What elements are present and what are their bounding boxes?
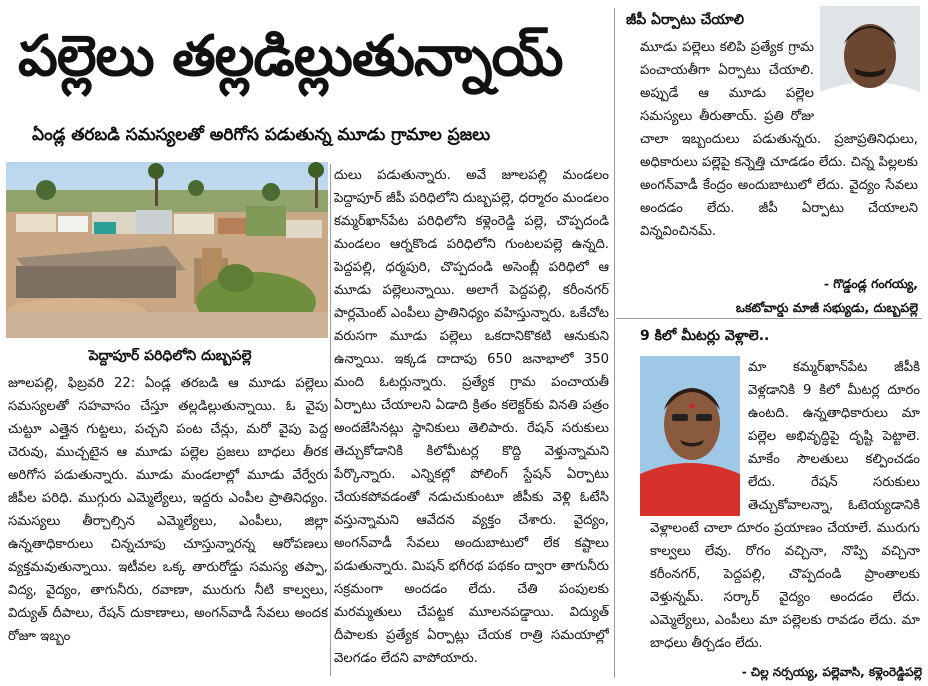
- sidebar-2-text: మా కమ్మర్‌ఖాన్‌పేట జీపీకి వెళ్లడానికి 9 కిలో మీటర్ల దూరం ఉంటది. ఉన్నతాధికారులు మా పల్లెల అభివృద్ధిపై దృష్టి పెట్టాలె. మాకేం సౌలతులు కల్పించడం లేదు. రేషన్ సరుకులు తెచ్చుకోవాలన్నా, ఓటెయ్యడానికి వెళ్లాలంటే చాలా దూరం ప్రయాణం చేయాలే. మురుగు కాల్వలు లేవు. రోగం వచ్చినా, నొప్పి వచ్చినా కరీంనగర్, పెద్దపల్లి, చొప్పదండి ప్రాంతాలకు వెళ్తున్నమ్. సర్కార్ వైద్యం అందడం లేదు. ఎమ్మెల్యేలు, ఎంపీలు మా పల్లెలకు రావడం లేదు. మా బాధలు తీర్చడం లేదు.: [650, 360, 920, 651]
- photo-caption: పెద్దాపూర్ పరిధిలోని దుబ్బపల్లె: [88, 348, 252, 364]
- article-text: జూలపల్లి, ఫిబ్రవరి 22: ఏండ్ల తరబడి ఆ మూడు పల్లెలు సమస్యలతో సహవాసం చేస్తూ తల్లడిల్లుతున్నాయి. ఓ వైపు చుట్టూ ఎత్తైన గుట్టలు, పచ్చని పంట చేన్లు, మరో వైపు పెద్ద చెరువు, ముచ్చటైన ఆ మూడు పల్లెల ప్రజలు బాధలు తీరక అరిగోస పడుతున్నారు. మూడు మండలాల్లో మూడు వేర్వేరు జీపీల పరిధి. ముగ్గురు ఎమ్మెల్యేలు, ఇద్దరు ఎంపీల ప్రాతినిధ్యం. సమస్యలు తీర్చాల్సిన ఎమ్మెల్యేలు, ఎంపీలు, జిల్లా ఉన్నతాధికారులు చిన్నచూపు చూస్తున్నారన్న ఆరోపణలు వ్యక్తమవుతున్నాయి. ఇటీవల ఒక్క తారురోడ్డు సమస్య తప్పా, విద్య, వైద్యం, తాగునీరు, రవాణా, మురుగు నీటి కాల్వలు, విద్యుత్ దీపాలు, రేషన్ దుకాణాలు, అంగన్‌వాడీ సేవలు అందక రోజూ ఇబ్బం: [8, 376, 328, 644]
- sidebar-1-signature-role: ఒకటోవార్డు మాజీ సభ్యుడు, దుబ్బపల్లె: [735, 300, 918, 315]
- image-wrap-space: [814, 36, 918, 122]
- column-divider: [330, 164, 331, 676]
- headline: పల్లెలు తల్లడిల్లుతున్నాయ్: [18, 24, 563, 89]
- article-text: దులు పడుతున్నారు. అవే జూలపల్లి మండలం పెద్దాపూర్ జీపీ పరిధిలోని దుబ్బపల్లె, ధర్మారం మండలం కమ్మర్‌ఖాన్‌పేట పరిధిలోని కళ్లెంరెడ్డి పల్లె, చొప్పదండి మండలం ఆర్నకొండ పరిధిలోని గుంటలపల్లె ఉన్నది. పెద్దపల్లి, ధర్మపురి, చొప్పదండి అసెంబ్లీ పరిధిలో ఆ మూడు పల్లెలున్నాయి. అలాగే పెద్దపల్లి, కరీంనగర్ పార్లమెంట్ ఎంపీలు ప్రాతినిధ్యం వహిస్తున్నారు. ఒకేచోట వరుసగా మూడు పల్లెలు ఒకదానికొకటి ఆనుకుని ఉన్నాయి. ఇక్కడ దాదాపు 650 జనాభాలో 350 మంది ఓటర్లున్నారు. ప్రత్యేక గ్రామ పంచాయతీ ఏర్పాటు చేయాలని ఏడాది క్రితం కలెక్టర్‌కు వినతి పత్రం అందజేసినట్లు స్థానికులు తెలిపారు. రేషన్ సరుకులు తెచ్చుకోడానికి కిలోమీటర్ల కొద్ది వెళ్తున్నామని పేర్కొన్నారు. ఎన్నికల్లో పోలింగ్ స్టేషన్ ఏర్పాటు చేయకపోవడంతో నడుచుకుంటూ జీపీకు వెళ్లి ఓటేసి వస్తున్నామని ఆవేదన వ్యక్తం చేశారు. వైద్యం, అంగన్‌వాడీ సేవలు అందుబాటులో లేక కష్టాలు పడుతున్నారు. మిషన్ భగీరథ పథకం ద్వారా తాగునీరు సక్రమంగా అందడం లేదు. చేతి పంపులకు మరమ్మతులు చేపట్టక మూలనపడ్డాయి. విద్యుత్ దీపాలకు ప్రత్యేక ఏర్పాట్లు చేయక రాత్రి సమయాల్లో వెలగడం లేదని వాపోయారు.: [334, 168, 609, 666]
- column-divider: [614, 8, 615, 678]
- sidebar-2-signature: - చిల్ల నర్సయ్య, పల్లెవాసి, కళ్లెంరెడ్డిపల్లె: [741, 665, 922, 679]
- subheadline: ఏండ్ల తరబడి సమస్యలతో అరిగోస పడుతున్న మూడు గ్రామాల ప్రజలు: [32, 125, 491, 145]
- article-column-2: [334, 164, 609, 676]
- image-wrap-space: [650, 356, 748, 516]
- article-column-1: [8, 372, 328, 678]
- village-photo: [6, 162, 328, 338]
- sidebar-1-heading: జీపీ ఏర్పాటు చేయాలి: [626, 12, 745, 28]
- sidebar-1-body: [640, 36, 918, 272]
- sidebar-2-heading: 9 కిలో మీటర్లు వెళ్లాలె..: [640, 328, 770, 344]
- sidebar-1-text: మూడు పల్లెలు కలిపి ప్రత్యేక గ్రామ పంచాయతీగా ఏర్పాటు చేయాలి. అప్పుడే ఆ మూడు పల్లెల సమస్యలు తీరుతాయ్. ప్రతి రోజు చాలా ఇబ్బందులు పడుతున్నరు. ప్రజాప్రతినిధులు, అధికారులు పల్లెపై కన్నెత్తి చూడడం లేదు. చిన్న పిల్లలకు అంగన్‌వాడీ కేంద్రం అందుబాటులో లేదు. వైద్యం సేవలు అందడం లేదు. జీపీ ఏర్పాటు చేయాలని విన్నవించినమ్.: [640, 40, 918, 239]
- sidebar-1-signature-name: - గొడ్డండ్ల గంగయ్య,: [823, 276, 918, 291]
- sidebar-2-body: [650, 356, 920, 674]
